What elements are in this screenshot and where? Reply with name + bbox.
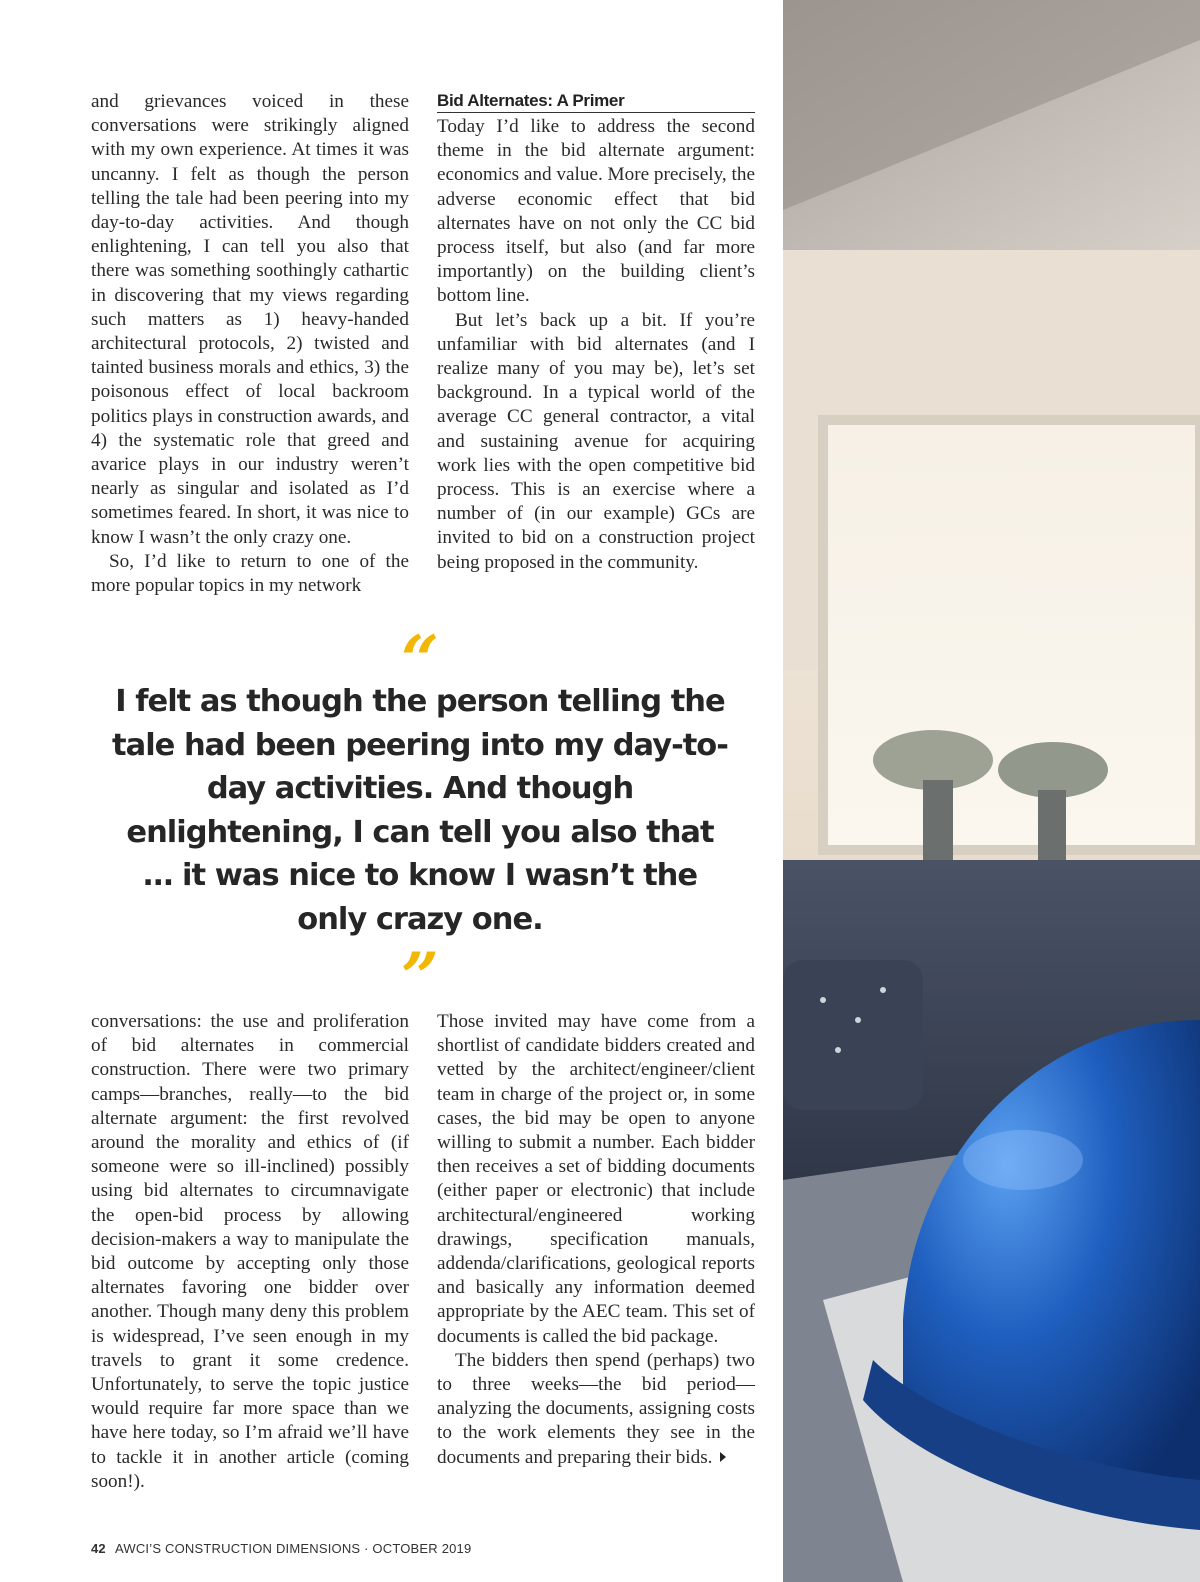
publication-name: AWCI’S CONSTRUCTION DIMENSIONS · OCTOBER 2019	[114, 1541, 472, 1556]
page-footer	[91, 1541, 471, 1556]
pull-quote-text: I felt as though the person telling the tale had been peering into my day-to-day activities. And though enlightening, I can tell you also that … it was nice to know I wasn’t the only crazy one.	[112, 684, 728, 937]
paragraph: Today I’d like to address the second theme in the bid alternate argument: economics and value. More precisely, the adverse economic effect that bid alternates have on not only the CC bid process itself, but also (and far more importantly) on the building client’s bottom line.	[437, 116, 755, 307]
paragraph: Those invited may have come from a shortlist of candidate bidders created and vetted by the architect/engineer/client team in charge of the project or, in some cases, the bid may be open to anyone willing to submit a number. Each bidder then receives a set of bidding documents (either paper or electronic) that include architectural/engineered working drawings, specification manuals, addenda/clarifications, geological reports and basically any information deemed appropriate by the AEC team. This set of documents is called the bid package.	[437, 1011, 755, 1347]
article-column-1	[91, 90, 409, 598]
article-column-4	[437, 1010, 755, 1470]
article-column-3	[91, 1010, 409, 1494]
paragraph-text: The bidders then spend (perhaps) two to three weeks—the bid period—analyzing the documents, assigning costs to the work elements they see in the documents and preparing their bids.	[437, 1349, 755, 1468]
paragraph: So, I’d like to return to one of the more popular topics in my network	[91, 550, 409, 597]
paragraph: But let’s back up a bit. If you’re unfamiliar with bid alternates (and I realize many of you may be), let’s set background. In a typical world of the average CC general contractor, a vital and sustaining avenue for acquiring work lies with the open competitive bid process. This is an exercise where a number of (in our example) GCs are invited to bid on a construction project being proposed in the community.	[437, 309, 755, 573]
open-quote-mark: “	[401, 621, 439, 699]
paragraph: and grievances voiced in these conversations were strikingly aligned with my own experience. At times it was uncanny. I felt as though the person telling the tale had been peering into my day-to-day activities. And though enlightening, I can tell you also that there was something soothingly cathartic in discovering that my views regarding such matters as 1) heavy-handed architectural protocols, 2) twisted and tainted business morals and ethics, 3) the poisonous effect of local backroom politics plays in construction awards, and 4) the systematic role that greed and avarice plays in our industry weren’t nearly as singular and isolated as I’d sometimes feared. In short, it was nice to know I wasn’t the only crazy one.	[91, 91, 409, 548]
section-subhead: Bid Alternates: A Primer	[437, 90, 755, 113]
paragraph: conversations: the use and proliferation of bid alternates in commercial construction. There were two primary camps—branches, really—to the bid alternate argument: the first revolved around the morality and ethics of (if someone were so ill-inclined) possibly using bid alternates to circumnavigate the open-bid process by allowing decision-makers a way to manipulate the bid outcome by accepting only those alternates favoring one bidder over another. Though many deny this problem is widespread, I’ve seen enough in my travels to grant it some credence. Unfortunately, to serve the topic justice would require far more space than we have here today, so I’m afraid we’ll have to tackle it in another article (coming soon!).	[91, 1011, 409, 1492]
article-column-2	[437, 90, 755, 575]
pull-quote	[110, 621, 730, 1016]
hard-hat-photo	[783, 0, 1200, 1582]
page-number: 42	[91, 1541, 106, 1556]
paragraph	[437, 1349, 755, 1470]
close-quote-mark: ”	[401, 938, 439, 1016]
continue-arrow-icon	[720, 1452, 726, 1462]
